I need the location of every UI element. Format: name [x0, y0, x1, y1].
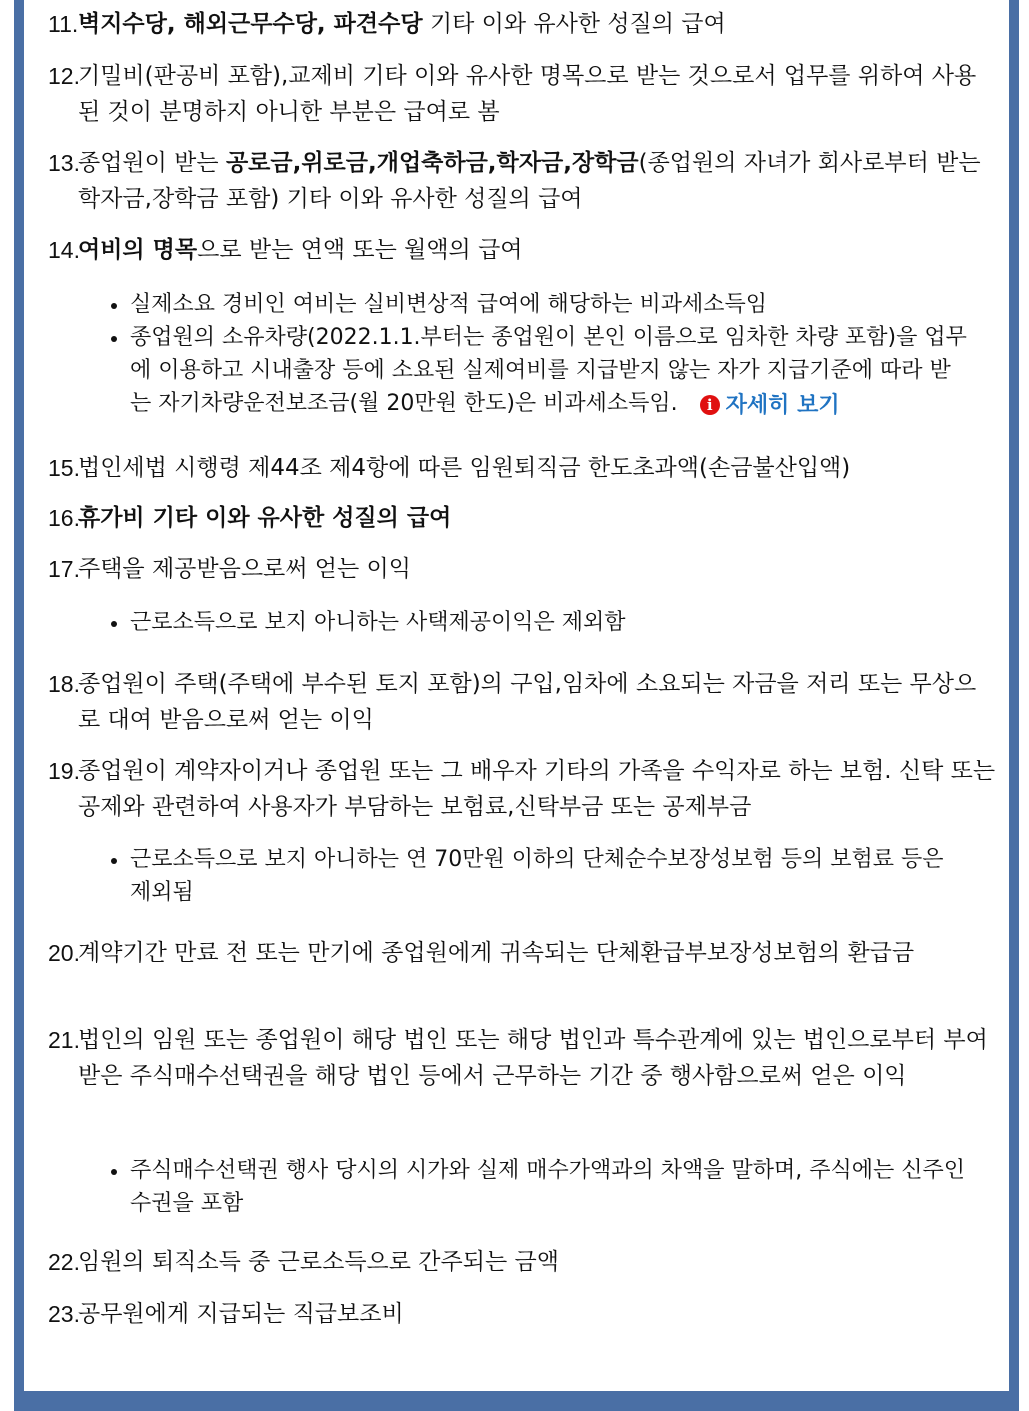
bullet-item [48, 288, 968, 321]
list-item-number: 23. [48, 1301, 80, 1327]
list-item-number: 18. [48, 671, 80, 697]
bold-text: 벽지수당, 해외근무수당, 파견수당 [78, 11, 423, 37]
frame-left-border [14, 0, 24, 1411]
body-text: 법인세법 시행령 제44조 제4항에 따른 임원퇴직금 한도초과액(손금불산입액) [78, 455, 851, 481]
bullet-text: 근로소득으로 보지 아니하는 연 70만원 이하의 단체순수보장성보험 등의 보험료 등은 제외됨 [130, 847, 944, 905]
list-item-number: 21. [48, 1027, 80, 1053]
detail-link-label: 자세히 보기 [725, 392, 840, 418]
body-text: 주택을 제공받음으로써 얻는 이익 [78, 556, 411, 582]
list-item [48, 58, 998, 130]
list-item [48, 666, 998, 738]
body-text: 종업원이 계약자이거나 종업원 또는 그 배우자 기타의 가족을 수익자로 하는 보험. 신탁 또는 공제와 관련하여 사용자가 부담하는 보험료,신탁부금 또는 공제부금 [78, 758, 996, 820]
bullet-item [48, 606, 968, 639]
list-item [48, 145, 998, 217]
list-item-number: 16. [48, 505, 80, 531]
bullet-dot-icon [111, 621, 117, 627]
body-text: 법인의 임원 또는 종업원이 해당 법인 또는 해당 법인과 특수관계에 있는 법인으로부터 부여받은 주식매수선택권을 해당 법인 등에서 근무하는 기간 중 행사함으로써 얻은 이익 [78, 1027, 988, 1089]
bullet-item [48, 1154, 968, 1220]
list-item [48, 551, 998, 587]
bold-text: 공로금,위로금,개업축하금,학자금,장학금 [225, 150, 639, 176]
list-item-number: 19. [48, 758, 80, 784]
bullet-text: 근로소득으로 보지 아니하는 사택제공이익은 제외함 [130, 610, 626, 635]
bold-text: 여비의 명목 [78, 237, 198, 263]
frame-right-border [1009, 0, 1019, 1411]
bullet-item [48, 321, 968, 422]
list-item-number: 17. [48, 556, 80, 582]
detail-link[interactable] [700, 389, 840, 422]
list-item [48, 232, 998, 268]
body-text: 기밀비(판공비 포함),교제비 기타 이와 유사한 명목으로 받는 것으로서 업무를 위하여 사용된 것이 분명하지 아니한 부분은 급여로 봄 [78, 63, 977, 125]
list-item [48, 1296, 998, 1332]
bullet-text: 실제소요 경비인 여비는 실비변상적 급여에 해당하는 비과세소득임 [130, 292, 768, 317]
list-item-number: 20. [48, 940, 80, 966]
frame-bottom-border [14, 1391, 1019, 1411]
list-item [48, 1244, 998, 1280]
list-item [48, 1022, 998, 1094]
list-item [48, 450, 998, 486]
body-text: (종업원의 자녀가 회사로부터 받는 학자금,장학금 포함) 기타 이와 유사한 성질의 급여 [78, 150, 981, 212]
list-item [48, 6, 998, 42]
list-item [48, 500, 998, 536]
bullet-text: 종업원의 소유차량(2022.1.1.부터는 종업원이 본인 이름으로 임차한 차량 포함)을 업무에 이용하고 시내출장 등에 소요된 실제여비를 지급받지 않는 자가 지급기준에 따라 받는 자기차량운전보조금(월 20만원 한도)은 비과세소득임. [130, 325, 967, 416]
bullet-item [48, 843, 968, 909]
list-item-number: 13. [48, 150, 80, 176]
body-text: 계약기간 만료 전 또는 만기에 종업원에게 귀속되는 단체환급부보장성보험의 환급금 [78, 940, 915, 966]
list-item-number: 15. [48, 455, 80, 481]
list-item-number: 11. [48, 11, 79, 37]
bold-text: 휴가비 기타 이와 유사한 성질의 급여 [78, 505, 452, 531]
body-text: 으로 받는 연액 또는 월액의 급여 [197, 237, 523, 263]
body-text: 종업원이 주택(주택에 부수된 토지 포함)의 구입,임차에 소요되는 자금을 저리 또는 무상으로 대여 받음으로써 얻는 이익 [78, 671, 977, 733]
bullet-dot-icon [111, 858, 117, 864]
list-item-number: 12. [48, 63, 80, 89]
body-text: 임원의 퇴직소득 중 근로소득으로 간주되는 금액 [78, 1249, 559, 1275]
list-item-number: 22. [48, 1249, 80, 1275]
list-item-number: 14. [48, 237, 80, 263]
bullet-dot-icon [111, 303, 117, 309]
list-item [48, 935, 998, 971]
info-icon: i [700, 395, 720, 415]
bullet-dot-icon [111, 1169, 117, 1175]
body-text: 공무원에게 지급되는 직급보조비 [78, 1301, 404, 1327]
body-text: 기타 이와 유사한 성질의 급여 [422, 11, 726, 37]
body-text: 종업원이 받는 [78, 150, 226, 176]
list-item [48, 753, 998, 825]
bullet-text: 주식매수선택권 행사 당시의 시가와 실제 매수가액과의 차액을 말하며, 주식에는 신주인수권을 포함 [130, 1158, 966, 1216]
bullet-dot-icon [111, 336, 117, 342]
